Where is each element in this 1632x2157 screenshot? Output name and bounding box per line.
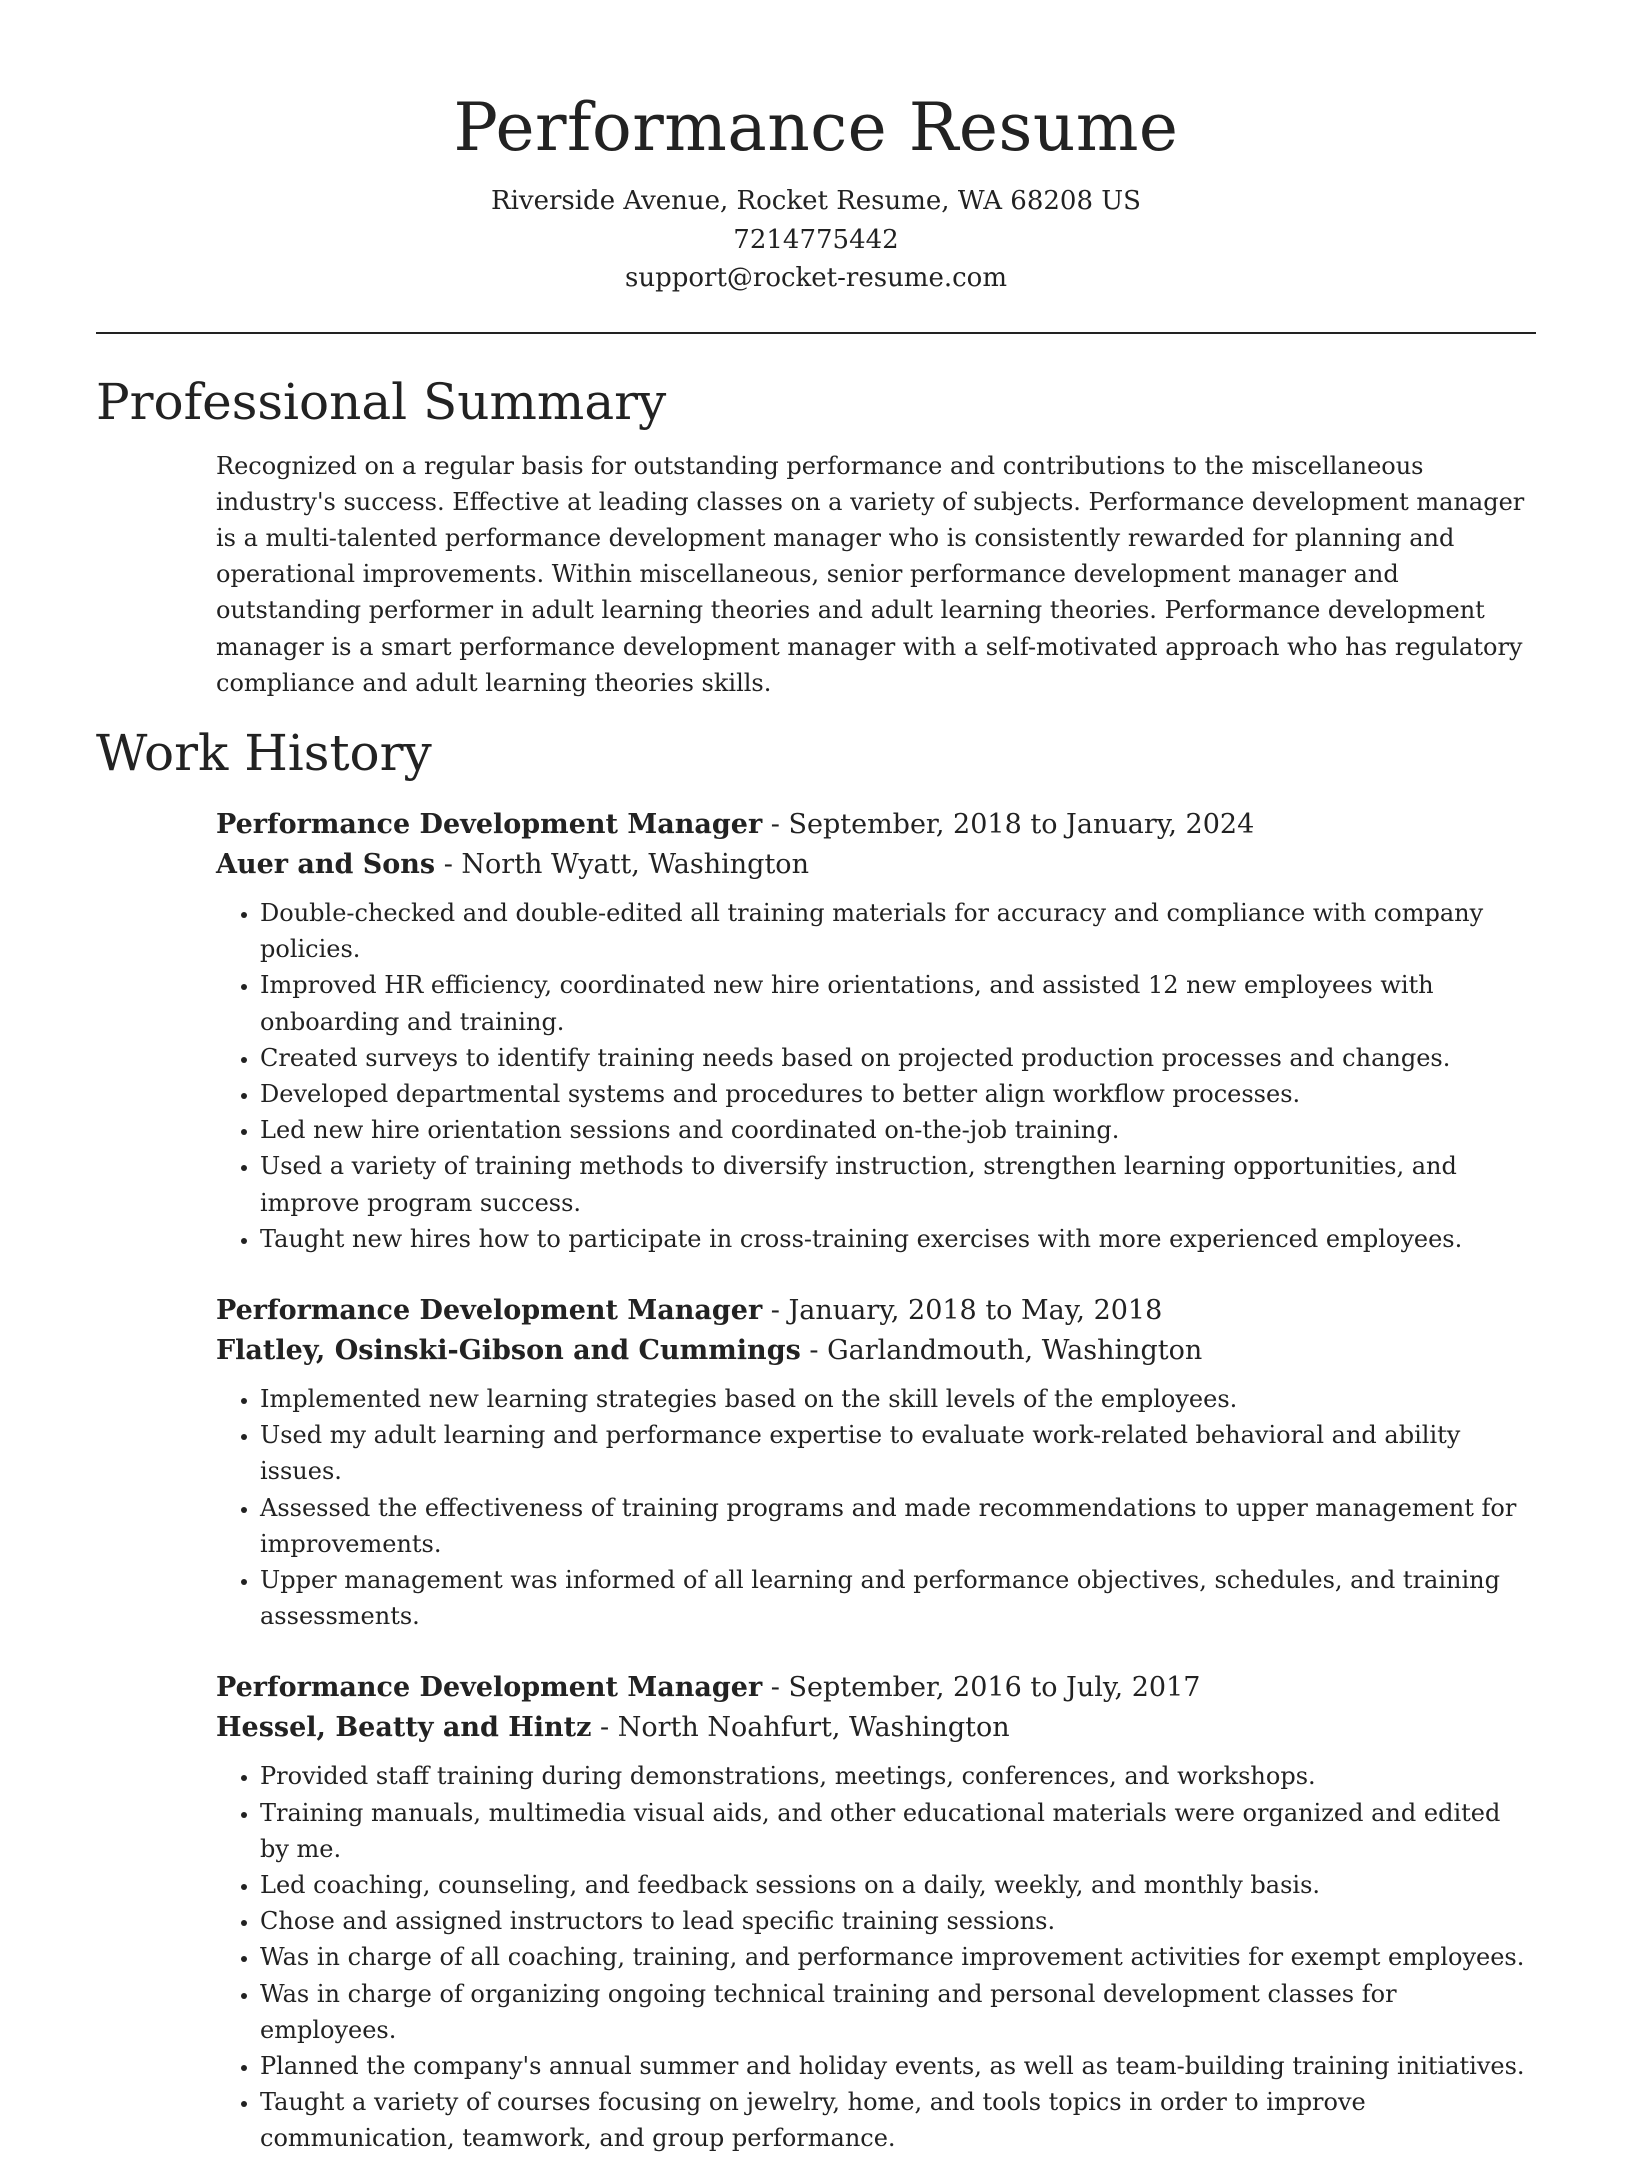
job-bullet: • Was in charge of organizing ongoing technical training and personal development classes for employees. [260,1976,1536,2048]
professional-summary-section [96,370,1536,701]
contact-info [96,182,1536,298]
job-list [216,805,1536,2157]
job-bullet: • Used my adult learning and performance expertise to evaluate work-related behavioral and ability issues. [260,1417,1536,1489]
job-company: Auer and Sons [216,848,436,880]
job-entry [216,1291,1536,1634]
job-bullet: • Planned the company's annual summer and holiday events, as well as team-building training initiatives. [260,2048,1536,2084]
job-location: North Noahfurt, Washington [617,1712,1010,1744]
job-company-line: Flatley, Osinski-Gibson and Cummings - Garlandmouth, Washington [216,1334,1203,1366]
job-bullet: • Assessed the effectiveness of training programs and made recommendations to upper management for improvements. [260,1490,1536,1562]
job-position: Performance Development Manager [216,808,763,840]
resume-header [96,0,1536,298]
job-bullet: • Upper management was informed of all learning and performance objectives, schedules, and training assessments. [260,1562,1536,1634]
job-dates: September, 2018 to January, 2024 [788,808,1255,840]
job-company-line: Hessel, Beatty and Hintz - North Noahfurt, Washington [216,1712,1010,1744]
job-company-line: Auer and Sons - North Wyatt, Washington [216,848,809,880]
job-bullet: • Double-checked and double-edited all training materials for accuracy and compliance with company policies. [260,895,1536,967]
job-company: Flatley, Osinski-Gibson and Cummings [216,1334,801,1366]
job-title-line: Performance Development Manager - September, 2018 to January, 2024 [216,808,1255,840]
resume-page [96,0,1536,2157]
job-bullet: • Was in charge of all coaching, training, and performance improvement activities for exempt employees. [260,1939,1536,1975]
job-entry [216,805,1536,1257]
job-title-line: Performance Development Manager - September, 2016 to July, 2017 [216,1672,1201,1704]
email-address: support@rocket-resume.com [624,263,1007,293]
job-title-line: Performance Development Manager - January, 2018 to May, 2018 [216,1294,1163,1326]
job-position: Performance Development Manager [216,1294,763,1326]
header-divider [96,332,1536,334]
phone-number: 7214775442 [733,224,899,255]
job-bullet: • Training manuals, multimedia visual aids, and other educational materials were organized and edited by me. [260,1795,1536,1867]
job-bullet-list [216,895,1536,1257]
job-bullet: • Chose and assigned instructors to lead specific training sessions. [260,1903,1536,1939]
job-bullet: • Taught new hires how to participate in cross-training exercises with more experienced employees. [260,1221,1536,1257]
job-bullet: • Taught a variety of courses focusing on jewelry, home, and tools topics in order to improve communication, teamwork, and group performance. [260,2084,1536,2156]
job-location: Garlandmouth, Washington [827,1334,1203,1366]
section-title-summary: Professional Summary [96,372,667,431]
job-bullet-list [216,1381,1536,1634]
job-company: Hessel, Beatty and Hintz [216,1712,592,1744]
job-bullet: • Led coaching, counseling, and feedback sessions on a daily, weekly, and monthly basis. [260,1867,1536,1903]
job-bullet: • Developed departmental systems and procedures to better align workflow processes. [260,1076,1536,1112]
job-bullet: • Provided staff training during demonstrations, meetings, conferences, and workshops. [260,1758,1536,1794]
job-dates: September, 2016 to July, 2017 [788,1672,1201,1704]
section-title-work-history: Work History [96,723,432,782]
work-history-section [96,721,1536,2157]
resume-name: Performance Resume [453,89,1179,166]
job-bullet: • Improved HR efficiency, coordinated new hire orientations, and assisted 12 new employees with onboarding and training. [260,967,1536,1039]
job-bullet: • Used a variety of training methods to diversify instruction, strengthen learning opportunities, and improve program success. [260,1148,1536,1220]
job-location: North Wyatt, Washington [461,848,809,880]
address: Riverside Avenue, Rocket Resume, WA 68208 US [491,186,1141,216]
job-dates: January, 2018 to May, 2018 [788,1294,1163,1326]
job-bullet: • Implemented new learning strategies based on the skill levels of the employees. [260,1381,1536,1417]
summary-paragraph: Recognized on a regular basis for outstanding performance and contributions to the miscellaneous industry's success. Effective at leading classes on a variety of subjects. Performance development manager is a multi-talented performance development manager who is consistently rewarded for planning and operational improvements. Within miscellaneous, senior performance development manager and outstanding performer in adult learning theories and adult learning theories. Performance development manager is a smart performance development manager with a self-motivated approach who has regulatory compliance and adult learning theories skills. [216,451,1525,697]
job-bullet: • Created surveys to identify training needs based on projected production processes and changes. [260,1040,1536,1076]
job-bullet: • Led new hire orientation sessions and coordinated on-the-job training. [260,1112,1536,1148]
job-bullet-list [216,1758,1536,2156]
job-entry [216,1668,1536,2156]
job-position: Performance Development Manager [216,1672,763,1704]
